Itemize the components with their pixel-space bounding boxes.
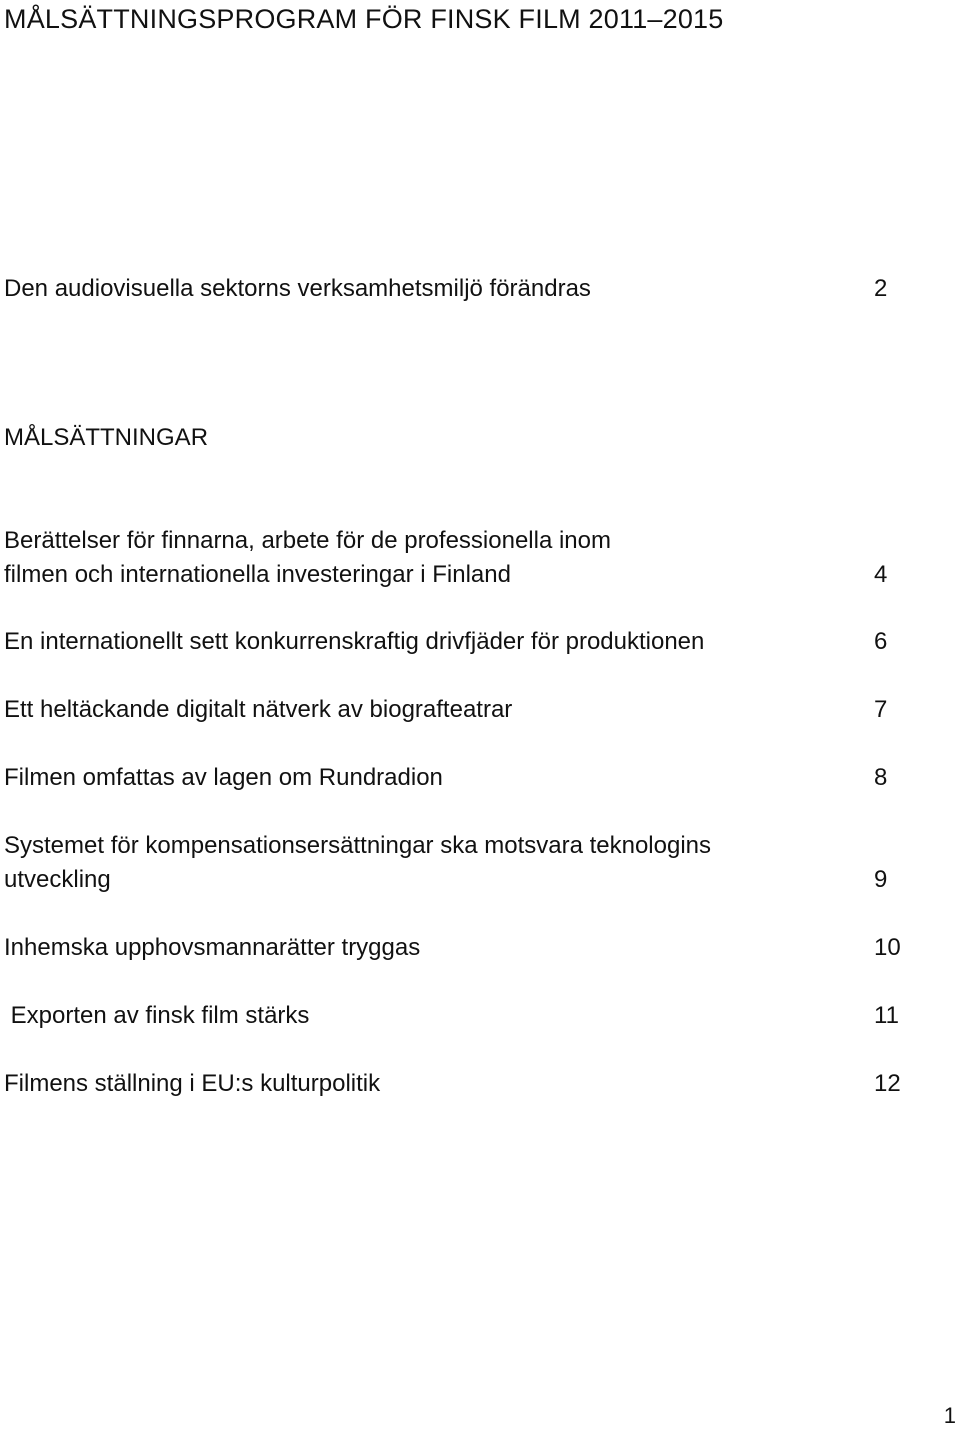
toc-entry-page: 6 — [874, 628, 888, 655]
toc-entry-page: 7 — [874, 696, 888, 723]
toc-entry-text: Inhemska upphovsmannarätter tryggas — [4, 934, 421, 961]
toc-entry-text-line1: Systemet för kompensationsersättningar ska motsvara teknologins — [4, 832, 712, 859]
page-number: 1 — [943, 1403, 956, 1428]
toc-entry-page: 2 — [874, 275, 888, 302]
toc-entry-text-line1: Berättelser för finnarna, arbete för de professionella inom — [4, 527, 611, 554]
toc-entry — [4, 693, 900, 727]
toc-entry-text: Exporten av finsk film stärks — [4, 1002, 310, 1029]
toc-entry-intro — [4, 272, 900, 306]
toc-entry — [4, 625, 900, 659]
toc-entry-page: 12 — [874, 1070, 901, 1097]
document-title: MÅLSÄTTNINGSPROGRAM FÖR FINSK FILM 2011–2015 — [4, 4, 724, 34]
toc-entry-text: Den audiovisuella sektorns verksamhetsmiljö förändras — [4, 275, 591, 302]
toc-entry-page: 10 — [874, 934, 901, 961]
toc-entry — [4, 1067, 900, 1101]
toc-entry-text: Ett heltäckande digitalt nätverk av biografteatrar — [4, 696, 513, 723]
toc-entry-page: 8 — [874, 764, 888, 791]
toc-entry-text: En internationellt sett konkurrenskraftig drivfjäder för produktionen — [4, 628, 705, 655]
toc-entry-page: 11 — [874, 1002, 899, 1029]
toc-entry — [4, 999, 900, 1033]
toc-entry-text: Filmens ställning i EU:s kulturpolitik — [4, 1070, 381, 1097]
toc-entry — [4, 761, 900, 795]
toc-entry-text-line2: utveckling — [4, 866, 111, 893]
toc-entry-text-line2: filmen och internationella investeringar i Finland — [4, 561, 511, 588]
section-heading: MÅLSÄTTNINGAR — [4, 424, 209, 451]
toc-entry — [4, 931, 900, 965]
toc-entry — [4, 829, 900, 897]
toc-entry-page: 4 — [874, 561, 888, 588]
toc-entry-page: 9 — [874, 866, 888, 893]
toc-entry-text: Filmen omfattas av lagen om Rundradion — [4, 764, 443, 791]
toc-entry — [4, 524, 900, 592]
